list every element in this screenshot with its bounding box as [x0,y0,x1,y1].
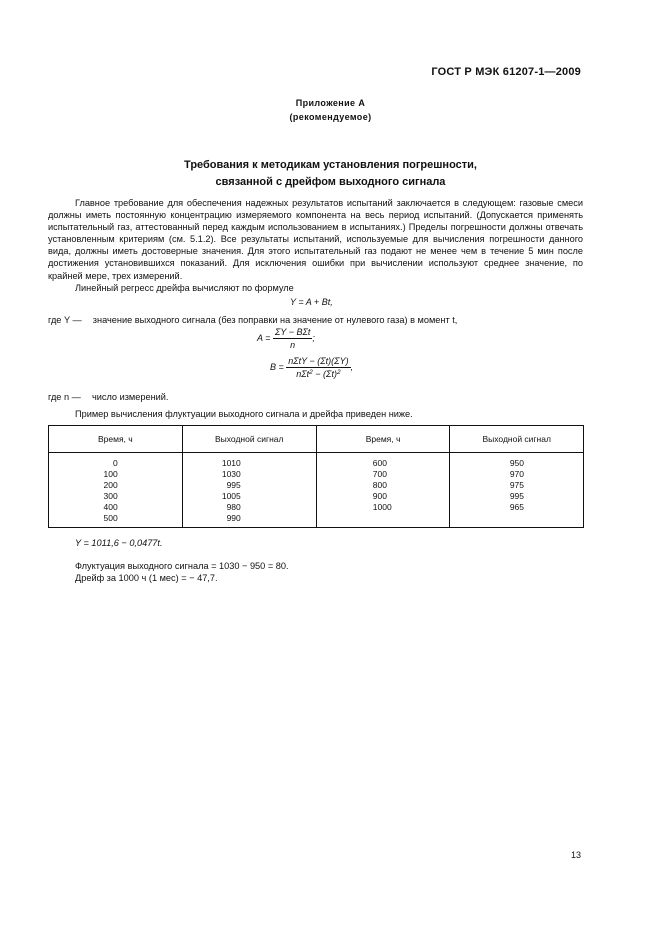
formula-b-den-part1: nΣt [296,369,310,379]
signal-values-2 [450,458,583,513]
table-header-signal-1: Выходной сигнал [182,426,316,453]
data-table [48,425,584,528]
table-value: 1000 [372,502,392,512]
table-value: 950 [509,458,524,468]
table-value: 800 [372,480,387,490]
formula-b-lhs: B = [270,361,284,372]
formula-a-numerator: ΣY − BΣt [274,327,311,337]
table-value: 980 [226,502,241,512]
time-values-1 [49,458,182,524]
formula-a [257,327,315,350]
section-title-line1: Требования к методикам установления погрешности, [184,159,477,171]
table-value: 400 [103,502,118,512]
formula-a-fraction [273,327,312,350]
table-value: 1030 [221,469,241,479]
table-value: 0 [112,458,118,468]
standard-designation: ГОСТ Р МЭК 61207-1—2009 [431,66,581,78]
paragraph-requirements: Главное требование для обеспечения надежных результатов испытаний заключается в следующем: газовые смеси должны иметь постоянную концентрацию измеряемого компонента на весь период испытаний. (Допускается применять испытательный газ, аттестованный перед каждым использованием в испытаниях.) Пределы погрешности должны отвечать установленным критериям (см. 5.1.2). Все результаты испытаний, используемые для вычисления погрешности данного вида, должны иметь достоверные значения. Для этого испытательный газ подают не менее чем в течение 5 мин после достижения установившихся показаний. Для исключения ошибки при вычислении используют среднее значение, по крайней мере, трех измерений. [48,198,583,281]
table-value: 900 [372,491,387,501]
table-value: 300 [103,491,118,501]
formula-b [270,356,353,379]
annex-subtitle: (рекомендуемое) [289,112,372,122]
where-y-definition [48,314,457,326]
page-number: 13 [570,850,581,860]
fluctuation-result: Флуктуация выходного сигнала = 1030 − 950 = 80. [75,561,289,571]
table-row [49,453,584,528]
table-header-time-2: Время, ч [316,426,450,453]
where-n-prefix: где n — [48,392,81,402]
table-value: 100 [103,469,118,479]
table-header-signal-2: Выходной сигнал [450,426,584,453]
table-value: 1010 [221,458,241,468]
formula-b-numerator: nΣtY − (Σt)(ΣY) [288,356,349,366]
annex-heading [0,96,661,124]
table-value: 990 [226,513,241,523]
table-header-time-1: Время, ч [49,426,183,453]
formula-b-fraction [286,356,350,379]
annex-title: Приложение А [295,98,366,108]
signal-values-1 [183,458,316,524]
formula-b-den-exp2: 2 [336,369,341,376]
formula-b-den-part2: − (Σt) [312,369,337,379]
formula-b-den-exp1: 2 [309,369,313,376]
time-values-2 [317,458,450,513]
table-value: 600 [372,458,387,468]
section-title-line2: связанной с дрейфом выходного сигнала [215,176,446,188]
formula-b-denominator [286,368,350,379]
body-text [48,197,583,294]
formula-a-denominator: n [290,340,296,350]
formula-b-tail: , [350,361,354,372]
table-value: 995 [226,480,241,490]
table-cell-time-1 [49,453,183,528]
table-value: 700 [372,469,387,479]
table-value: 970 [509,469,524,479]
where-y-prefix: где Y — [48,315,82,325]
table-header-row [49,426,584,453]
formula-main: Y = A + Bt, [290,297,333,307]
table-cell-signal-2 [450,453,584,528]
paragraph-example-intro: Пример вычисления флуктуации выходного сигнала и дрейфа приведен ниже. [75,409,413,419]
table-value: 975 [509,480,524,490]
drift-result: Дрейф за 1000 ч (1 мес) = − 47,7. [75,573,218,583]
table-value: 995 [509,491,524,501]
table-value: 1005 [221,491,241,501]
table-value: 500 [103,513,118,523]
where-y-text: значение выходного сигнала (без поправки на значение от нулевого газа) в момент t, [92,315,458,325]
section-title [0,157,661,191]
where-n-text: число измерений. [91,392,169,402]
paragraph-regression-intro: Линейный регресс дрейфа вычисляют по формуле [75,282,294,293]
table-cell-signal-1 [182,453,316,528]
where-n-definition [48,391,168,403]
formula-a-lhs: A = [257,332,271,343]
formula-a-tail: ; [312,332,315,343]
regression-result: Y = 1011,6 − 0,0477t. [75,538,163,548]
table-value: 200 [103,480,118,490]
table-value: 965 [509,502,524,512]
table-cell-time-2 [316,453,450,528]
